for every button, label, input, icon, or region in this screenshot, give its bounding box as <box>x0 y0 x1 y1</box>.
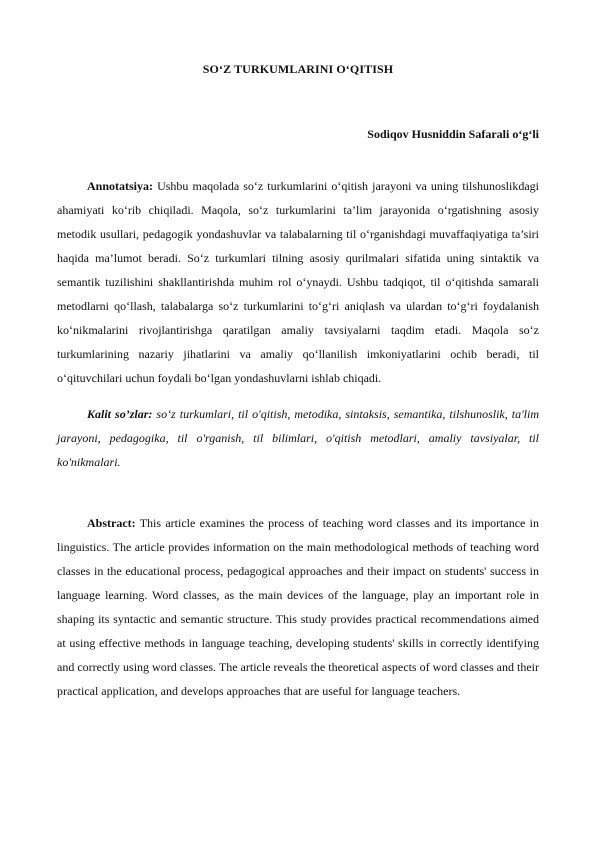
keywords-text: so‘z turkumlari, til o'qitish, metodika, sintaksis, semantika, tilshunoslik, ta'lim jarayoni, pedagogika, til o'rganish, til bilimlari, o'qitish metodlari, amaliy tavsiyalar, til ko'nikmalari. <box>57 407 540 469</box>
annotation-section <box>57 174 539 390</box>
annotation-paragraph <box>57 174 539 390</box>
keywords-paragraph <box>57 402 539 474</box>
abstract-text: This article examines the process of teaching word classes and its importance in linguistics. The article provides information on the main methodological methods of teaching word classes in the educational process, pedagogical approaches and their impact on students' success in language learning. Word classes, as the main devices of the language, play an important role in shaping its syntactic and semantic structure. This study provides practical recommendations aimed at using effective methods in language teaching, developing students' skills in correctly identifying and correctly using word classes. The article reveals the theoretical aspects of word classes and their practical application, and develops approaches that are useful for language teachers. <box>57 516 539 698</box>
document-title: SO‘Z TURKUMLARINI O‘QITISH <box>202 62 394 76</box>
keywords-section <box>57 402 539 474</box>
abstract-section <box>57 511 539 703</box>
abstract-label: Abstract: <box>87 516 136 530</box>
author-name: Sodiqov Husniddin Safarali o‘g‘li <box>367 127 539 141</box>
keywords-label: Kalit so’zlar: <box>87 407 153 421</box>
annotation-text: Ushbu maqolada so‘z turkumlarini o‘qitish jarayoni va uning tilshunoslikdagi ahamiyati ko‘rib chiqiladi. Maqola, so‘z turkumlarini ta’lim jarayonida o‘rgatishning asosiy metodik usullari, pedagogik yondashuvlar va talabalarning til o‘rganishdagi muvaffaqiyatiga ta’siri haqida ma’lumot beradi. So‘z turkumlari tilning asosiy qurilmalari sifatida uning sintaktik va semantik tuzilishini shakllantirishda muhim rol o‘ynaydi. Ushbu tadqiqot, til o‘qitishda samarali metodlarni qo‘llash, talabalarga so‘z turkumlarini to‘g‘ri aniqlash va ulardan to‘g‘ri foydalanish ko‘nikmalarini rivojlantirishga qaratilgan amaliy tavsiyalarni taqdim etadi. Maqola so‘z turkumlarining nazariy jihatlarini va amaliy qo‘llanilish imkoniyatlarini ochib beradi, til o‘qituvchilari uchun foydali bo‘lgan yondashuvlarni ishlab chiqadi. <box>57 179 539 385</box>
abstract-paragraph <box>57 511 539 703</box>
annotation-label: Annotatsiya: <box>87 179 154 193</box>
